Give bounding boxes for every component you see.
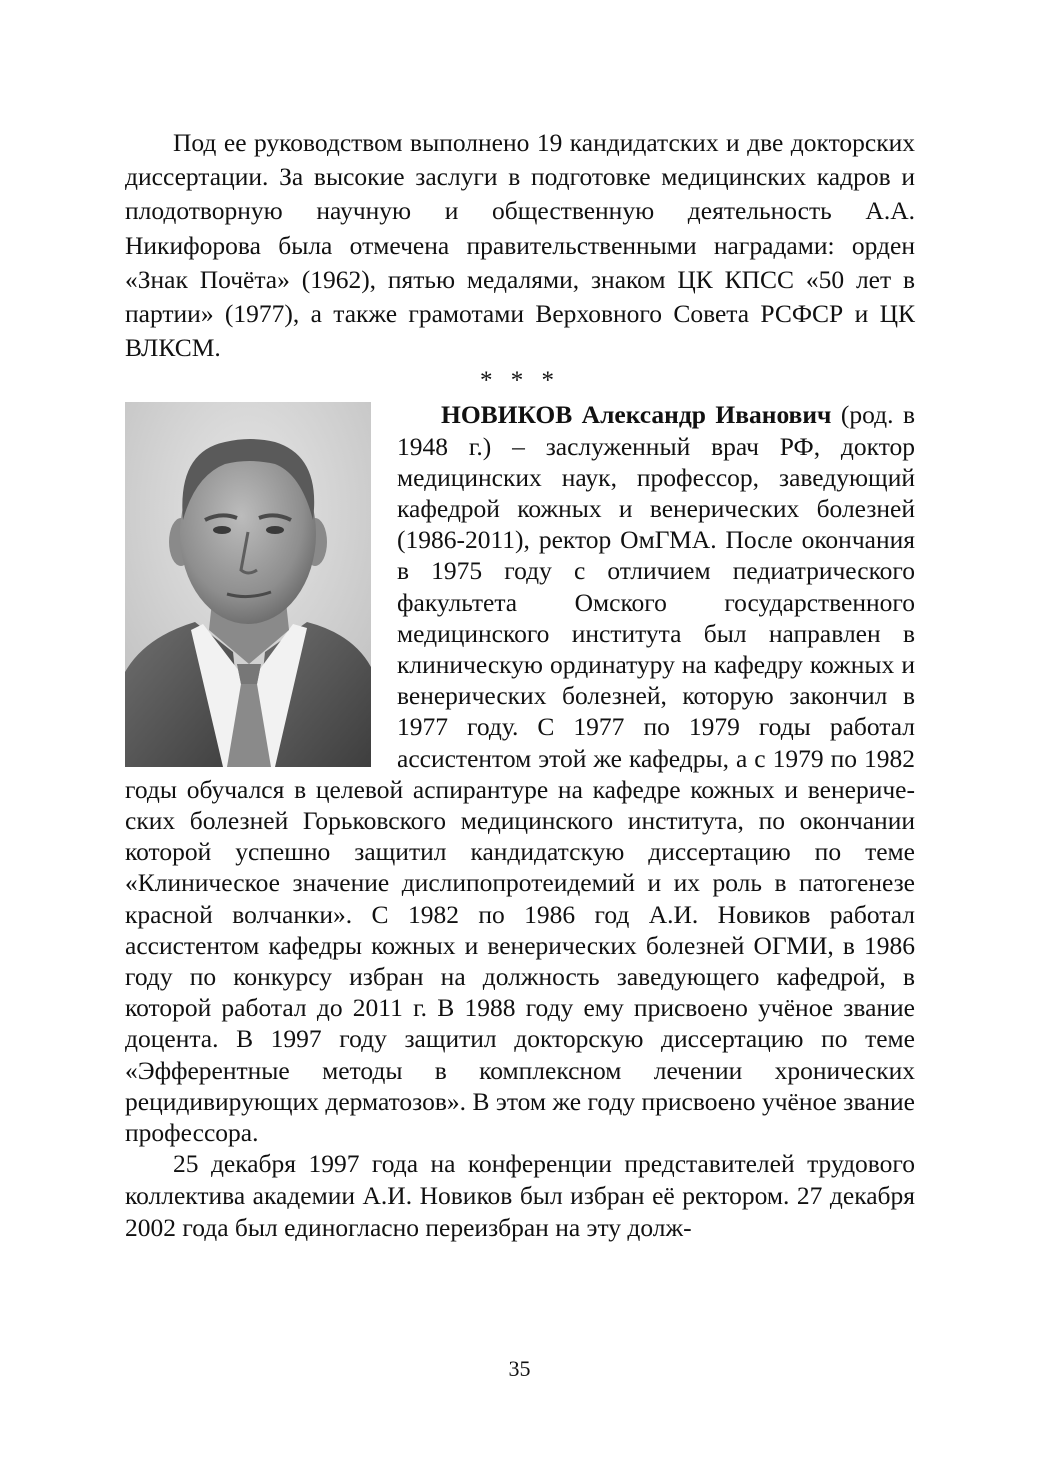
closing-paragraph: 25 декабря 1997 года на конференции представителей трудового коллектива академии А.И. Новиков был избран её ректором. 27 декабря 2002 года был единогласно переизбран на эту долж- xyxy=(125,1149,915,1242)
section-separator: * * * xyxy=(480,367,560,395)
page-content xyxy=(125,126,915,1244)
person-name: НОВИКОВ Александр Иванович xyxy=(441,400,832,430)
intro-paragraph: Под ее руководством выполнено 19 кандидатских и две докторских диссертации. За высокие заслуги в подготовке медицинских кадров и плодотворную научную и общественную деятельность А.А. Никифорова была отмечена правительственными наградами: орден «Знак Почёта» (1962), пятью медалями, знаком ЦК КПСС «50 лет в партии» (1977), а также грамотами Верховного Совета РСФСР и ЦК ВЛКСМ. xyxy=(125,128,915,363)
biography-text: (род. в 1948 г.) – заслуженный врач РФ, доктор медицинских наук, профессор, заведующий кафедрой кожных и венерических болезней (1986-2011), ректор ОмГМА. После окончания в 1975 году с отличием педиатрического факультета Омского государственного медицинского института был направлен в клиническую ординатуру на кафедру кожных и венерических болезней, которую закончил в 1977 году. С 1977 по 1979 годы работал ассистентом этой же кафедры, а с 1979 по 1982 годы обучался в целевой аспирантуре на кафедре кожных и венерических болезней Горьковского медицинского института, по окончании которой успешно защитил кандидатскую диссертацию по теме «Клиническое значение дислипопротеидемий и их роль в патогенезе красной волчанки». С 1982 по 1986 год А.И. Новиков работал ассистентом кафедры кожных и венерических болезней ОГМИ, в 1986 году по конкурсу избран на должность заведующего кафедрой, в которой работал до 2011 г. В 1988 году ему присвоено учёное звание доцента. В 1997 году защитил докторскую диссертацию по теме «Эфферентные методы в комплексном лечении хронических рецидивирующих дерматозов». В этом же году присвоено учёное звание профессора. xyxy=(125,400,915,1148)
portrait-photo xyxy=(125,402,371,767)
page-number: 35 xyxy=(508,1356,531,1381)
